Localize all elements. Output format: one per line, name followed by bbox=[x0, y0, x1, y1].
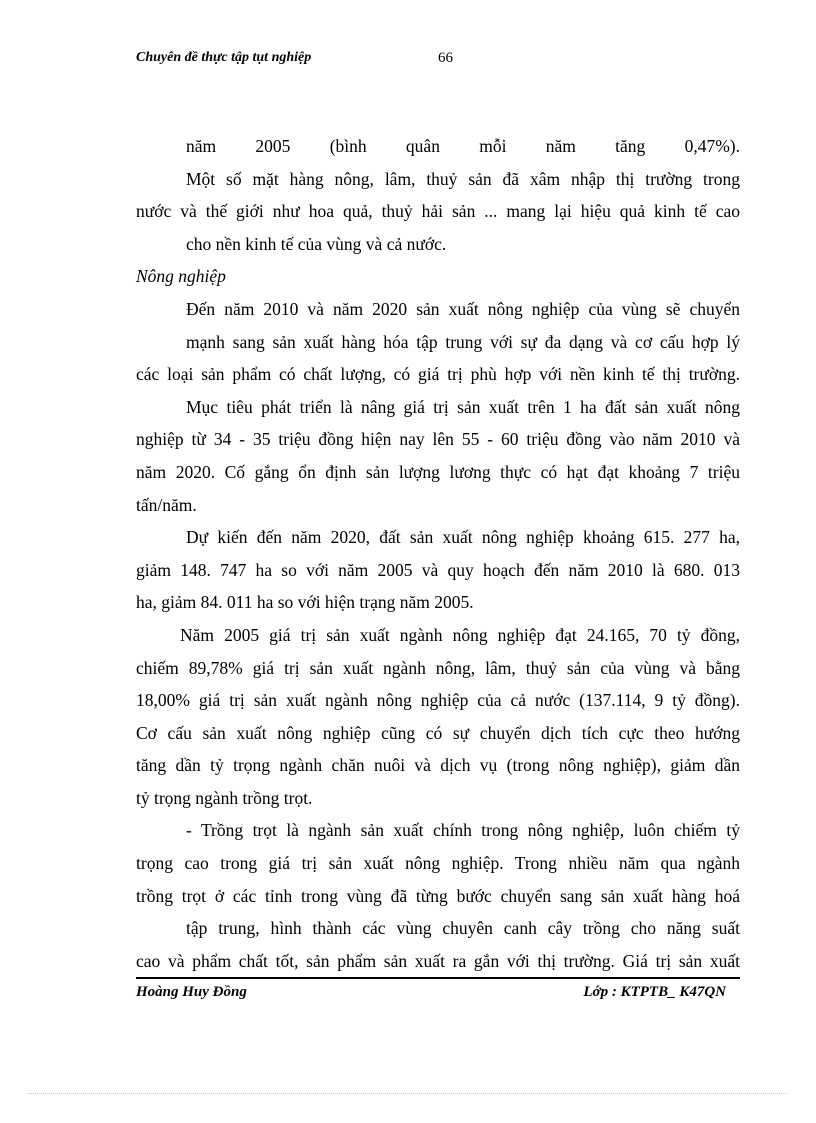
text-line: Cơ cấu sản xuất nông nghiệp cũng có sự chuyển dịch tích cực theo hướng bbox=[136, 722, 740, 743]
text-line: Năm 2005 giá trị sản xuất ngành nông nghiệp đạt 24.165, 70 tỷ đồng, bbox=[180, 624, 740, 645]
text-line: 18,00% giá trị sản xuất ngành nông nghiệp của cả nước (137.114, 9 tỷ đồng). bbox=[136, 690, 740, 711]
text-line: cao và phẩm chất tốt, sản phẩm sản xuất ra gắn với thị trường. Giá trị sản xuất bbox=[136, 950, 740, 971]
page-footer bbox=[136, 984, 740, 1008]
author-name: Hoàng Huy Đồng bbox=[136, 984, 247, 1000]
text-line: các loại sản phẩm có chất lượng, có giá trị phù hợp với nền kinh tế thị trường. bbox=[136, 364, 740, 385]
page-number: 66 bbox=[438, 50, 453, 66]
text-line: tấn/năm. bbox=[136, 494, 197, 515]
text-line: trọng cao trong giá trị sản xuất nông nghiệp. Trong nhiều năm qua ngành bbox=[136, 853, 740, 874]
page-bottom-divider bbox=[28, 1093, 788, 1094]
body-text bbox=[136, 130, 740, 977]
text-line: tăng dần tỷ trọng ngành chăn nuôi và dịch vụ (trong nông nghiệp), giảm dần bbox=[136, 755, 740, 776]
footer-divider bbox=[136, 977, 740, 979]
text-line: cho nền kinh tế của vùng và cả nước. bbox=[186, 233, 447, 254]
text-line: mạnh sang sản xuất hàng hóa tập trung với sự đa dạng và cơ cấu hợp lý bbox=[186, 331, 740, 352]
text-line: giảm 148. 747 ha so với năm 2005 và quy hoạch đến năm 2010 là 680. 013 bbox=[136, 559, 740, 580]
text-line: Đến năm 2010 và năm 2020 sản xuất nông nghiệp của vùng sẽ chuyển bbox=[186, 298, 740, 319]
text-line: năm 2020. Cố gắng ổn định sản lượng lương thực có hạt đạt khoảng 7 triệu bbox=[136, 461, 740, 482]
document-title: Chuyên đề thực tập tụt nghiệp bbox=[136, 50, 312, 65]
text-line: Mục tiêu phát triển là nâng giá trị sản xuất trên 1 ha đất sản xuất nông bbox=[186, 396, 740, 417]
text-line: trồng trọt ở các tỉnh trong vùng đã từng bước chuyển sang sản xuất hàng hoá bbox=[136, 885, 740, 906]
text-line: - Trồng trọt là ngành sản xuất chính trong nông nghiệp, luôn chiếm tỷ bbox=[186, 820, 740, 841]
text-line: chiếm 89,78% giá trị sản xuất ngành nông, lâm, thuỷ sản của vùng và bằng bbox=[136, 657, 740, 678]
text-line: nước và thế giới như hoa quả, thuỷ hải sản ... mang lại hiệu quả kinh tế cao bbox=[136, 201, 740, 222]
text-line: tập trung, hình thành các vùng chuyên canh cây trồng cho năng suất bbox=[186, 918, 740, 939]
page-header bbox=[136, 48, 740, 72]
class-label: Lớp : KTPTB_ K47QN bbox=[583, 984, 726, 1000]
text-line: Một số mặt hàng nông, lâm, thuỷ sản đã xâm nhập thị trường trong bbox=[186, 168, 740, 189]
text-line: ha, giảm 84. 011 ha so với hiện trạng năm 2005. bbox=[136, 592, 474, 613]
section-heading: Nông nghiệp bbox=[136, 266, 226, 287]
text-line: tỷ trọng ngành trồng trọt. bbox=[136, 787, 313, 808]
text-line: năm 2005 (bình quân mỗi năm tăng 0,47%). bbox=[186, 136, 740, 156]
text-line: Dự kiến đến năm 2020, đất sản xuất nông nghiệp khoảng 615. 277 ha, bbox=[186, 527, 740, 548]
text-line: nghiệp từ 34 - 35 triệu đồng hiện nay lên 55 - 60 triệu đồng vào năm 2010 và bbox=[136, 429, 740, 450]
